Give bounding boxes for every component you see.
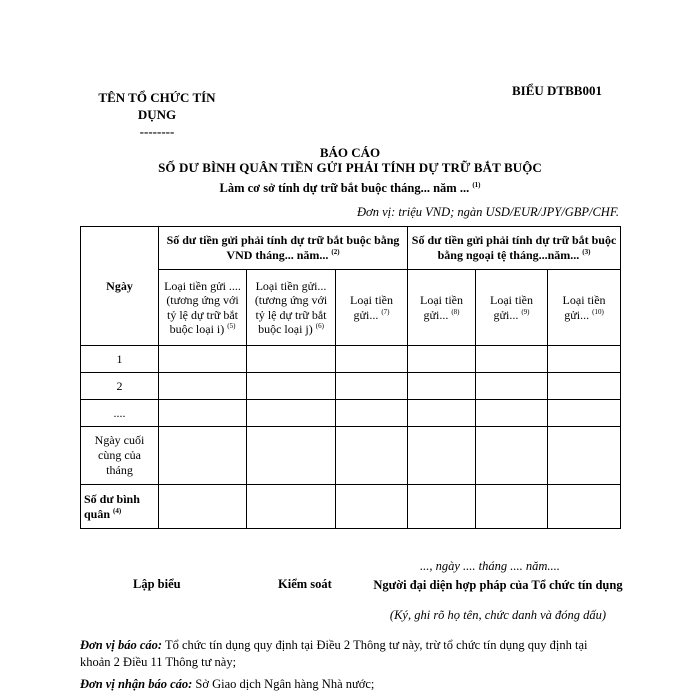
table-cell[interactable] <box>476 427 548 485</box>
representative-note: (Ký, ghi rõ họ tên, chức danh và đóng dấu) <box>389 608 607 622</box>
sub-header-5: Loại tiền gửi .... (tương ứng với tỷ lệ dự trữ bắt buộc loại i) $^{(5)}$ <box>159 270 247 346</box>
reporting-unit-note <box>80 637 620 671</box>
sub-header-8: Loại tiền gửi... $^{(8)}$ <box>408 270 476 346</box>
representative-label: Người đại diện hợp pháp của Tổ chức tín dụng <box>373 578 623 592</box>
receiving-unit-text: Sở Giao dịch Ngân hàng Nhà nước; <box>192 677 375 691</box>
col-day-header: Ngày <box>81 227 159 346</box>
form-code: BIỂU DTBB001 <box>512 83 602 98</box>
table-cell[interactable] <box>247 485 336 529</box>
table-cell[interactable] <box>476 373 548 400</box>
row-label: Ngày cuối cùng của tháng <box>81 427 159 485</box>
table-cell[interactable] <box>247 373 336 400</box>
table-row <box>81 427 621 485</box>
sub-header-7: Loại tiền gửi... $^{(7)}$ <box>336 270 408 346</box>
table-cell[interactable] <box>159 400 247 427</box>
controller-label: Kiểm soát <box>278 577 332 591</box>
table-cell[interactable] <box>247 400 336 427</box>
report-table <box>80 226 621 529</box>
table-row <box>81 346 621 373</box>
table-cell[interactable] <box>408 346 476 373</box>
group-vnd-text: Số dư tiền gửi phải tính dự trữ bắt buộc bằng VND tháng... năm... <box>166 233 400 262</box>
group-vnd-note: (2) <box>331 248 340 256</box>
table-row <box>81 400 621 427</box>
reporting-unit-text: Tổ chức tín dụng quy định tại Điều 2 Thông tư này, trừ tổ chức tín dụng quy định tại khoản 2 Điều 11 Thông tư này; <box>80 638 588 669</box>
sub-header-10: Loại tiền gửi... $^{(10)}$ <box>548 270 621 346</box>
table-row <box>81 373 621 400</box>
table-cell[interactable] <box>548 373 621 400</box>
group-fx-text: Số dư tiền gửi phải tính dự trữ bắt buộc bằng ngoại tệ tháng...năm... <box>411 233 617 262</box>
report-subtitle: SỐ DƯ BÌNH QUÂN TIỀN GỬI PHẢI TÍNH DỰ TRỮ BẮT BUỘC <box>158 160 542 175</box>
date-line: ..., ngày .... tháng .... năm.... <box>420 559 560 573</box>
group-fx-note: (3) <box>582 248 591 256</box>
receiving-unit-note <box>80 677 620 692</box>
table-cell[interactable] <box>548 400 621 427</box>
receiving-unit-label: Đơn vị nhận báo cáo: <box>80 677 193 691</box>
table-cell[interactable] <box>476 346 548 373</box>
table-row-average <box>81 485 621 529</box>
table-cell[interactable] <box>336 400 408 427</box>
table-cell[interactable] <box>476 400 548 427</box>
table-cell[interactable] <box>548 346 621 373</box>
unit-note: Đơn vị: triệu VND; ngàn USD/EUR/JPY/GBP/CHF. <box>357 205 619 219</box>
row-label: 2 <box>81 373 159 400</box>
table-cell[interactable] <box>408 485 476 529</box>
sub-header-9: Loại tiền gửi... $^{(9)}$ <box>476 270 548 346</box>
table-cell[interactable] <box>247 346 336 373</box>
group-fx-header <box>408 227 621 270</box>
table-cell[interactable] <box>476 485 548 529</box>
table-cell[interactable] <box>336 373 408 400</box>
table-cell[interactable] <box>247 427 336 485</box>
report-basis <box>0 181 700 196</box>
report-title: BÁO CÁO <box>319 145 381 160</box>
table-cell[interactable] <box>159 427 247 485</box>
table-cell[interactable] <box>548 427 621 485</box>
sub-header-6: Loại tiền gửi... (tương ứng với tỷ lệ dự trữ bắt buộc loại j) $^{(6)}$ <box>247 270 336 346</box>
org-dashes: -------- <box>139 124 175 139</box>
report-basis-note: (1) <box>472 180 481 189</box>
table-cell[interactable] <box>408 400 476 427</box>
org-name-block <box>92 89 222 140</box>
table-cell[interactable] <box>548 485 621 529</box>
table-cell[interactable] <box>336 346 408 373</box>
report-basis-text: Làm cơ sở tính dự trữ bắt buộc tháng... năm ... <box>219 181 470 195</box>
table-cell[interactable] <box>408 427 476 485</box>
avg-note: (4) <box>113 506 122 515</box>
reporting-unit-label: Đơn vị báo cáo: <box>80 638 163 652</box>
table-cell[interactable] <box>159 373 247 400</box>
preparer-label: Lập biểu <box>133 577 181 591</box>
row-label: .... <box>81 400 159 427</box>
group-vnd-header <box>159 227 408 270</box>
avg-label-cell <box>81 485 159 529</box>
table-cell[interactable] <box>159 346 247 373</box>
table-cell[interactable] <box>336 485 408 529</box>
avg-label: Số dư bình quân <box>84 491 140 521</box>
table-cell[interactable] <box>336 427 408 485</box>
row-label: 1 <box>81 346 159 373</box>
table-cell[interactable] <box>408 373 476 400</box>
org-name: TÊN TỔ CHỨC TÍN DỤNG <box>98 90 216 122</box>
table-cell[interactable] <box>159 485 247 529</box>
